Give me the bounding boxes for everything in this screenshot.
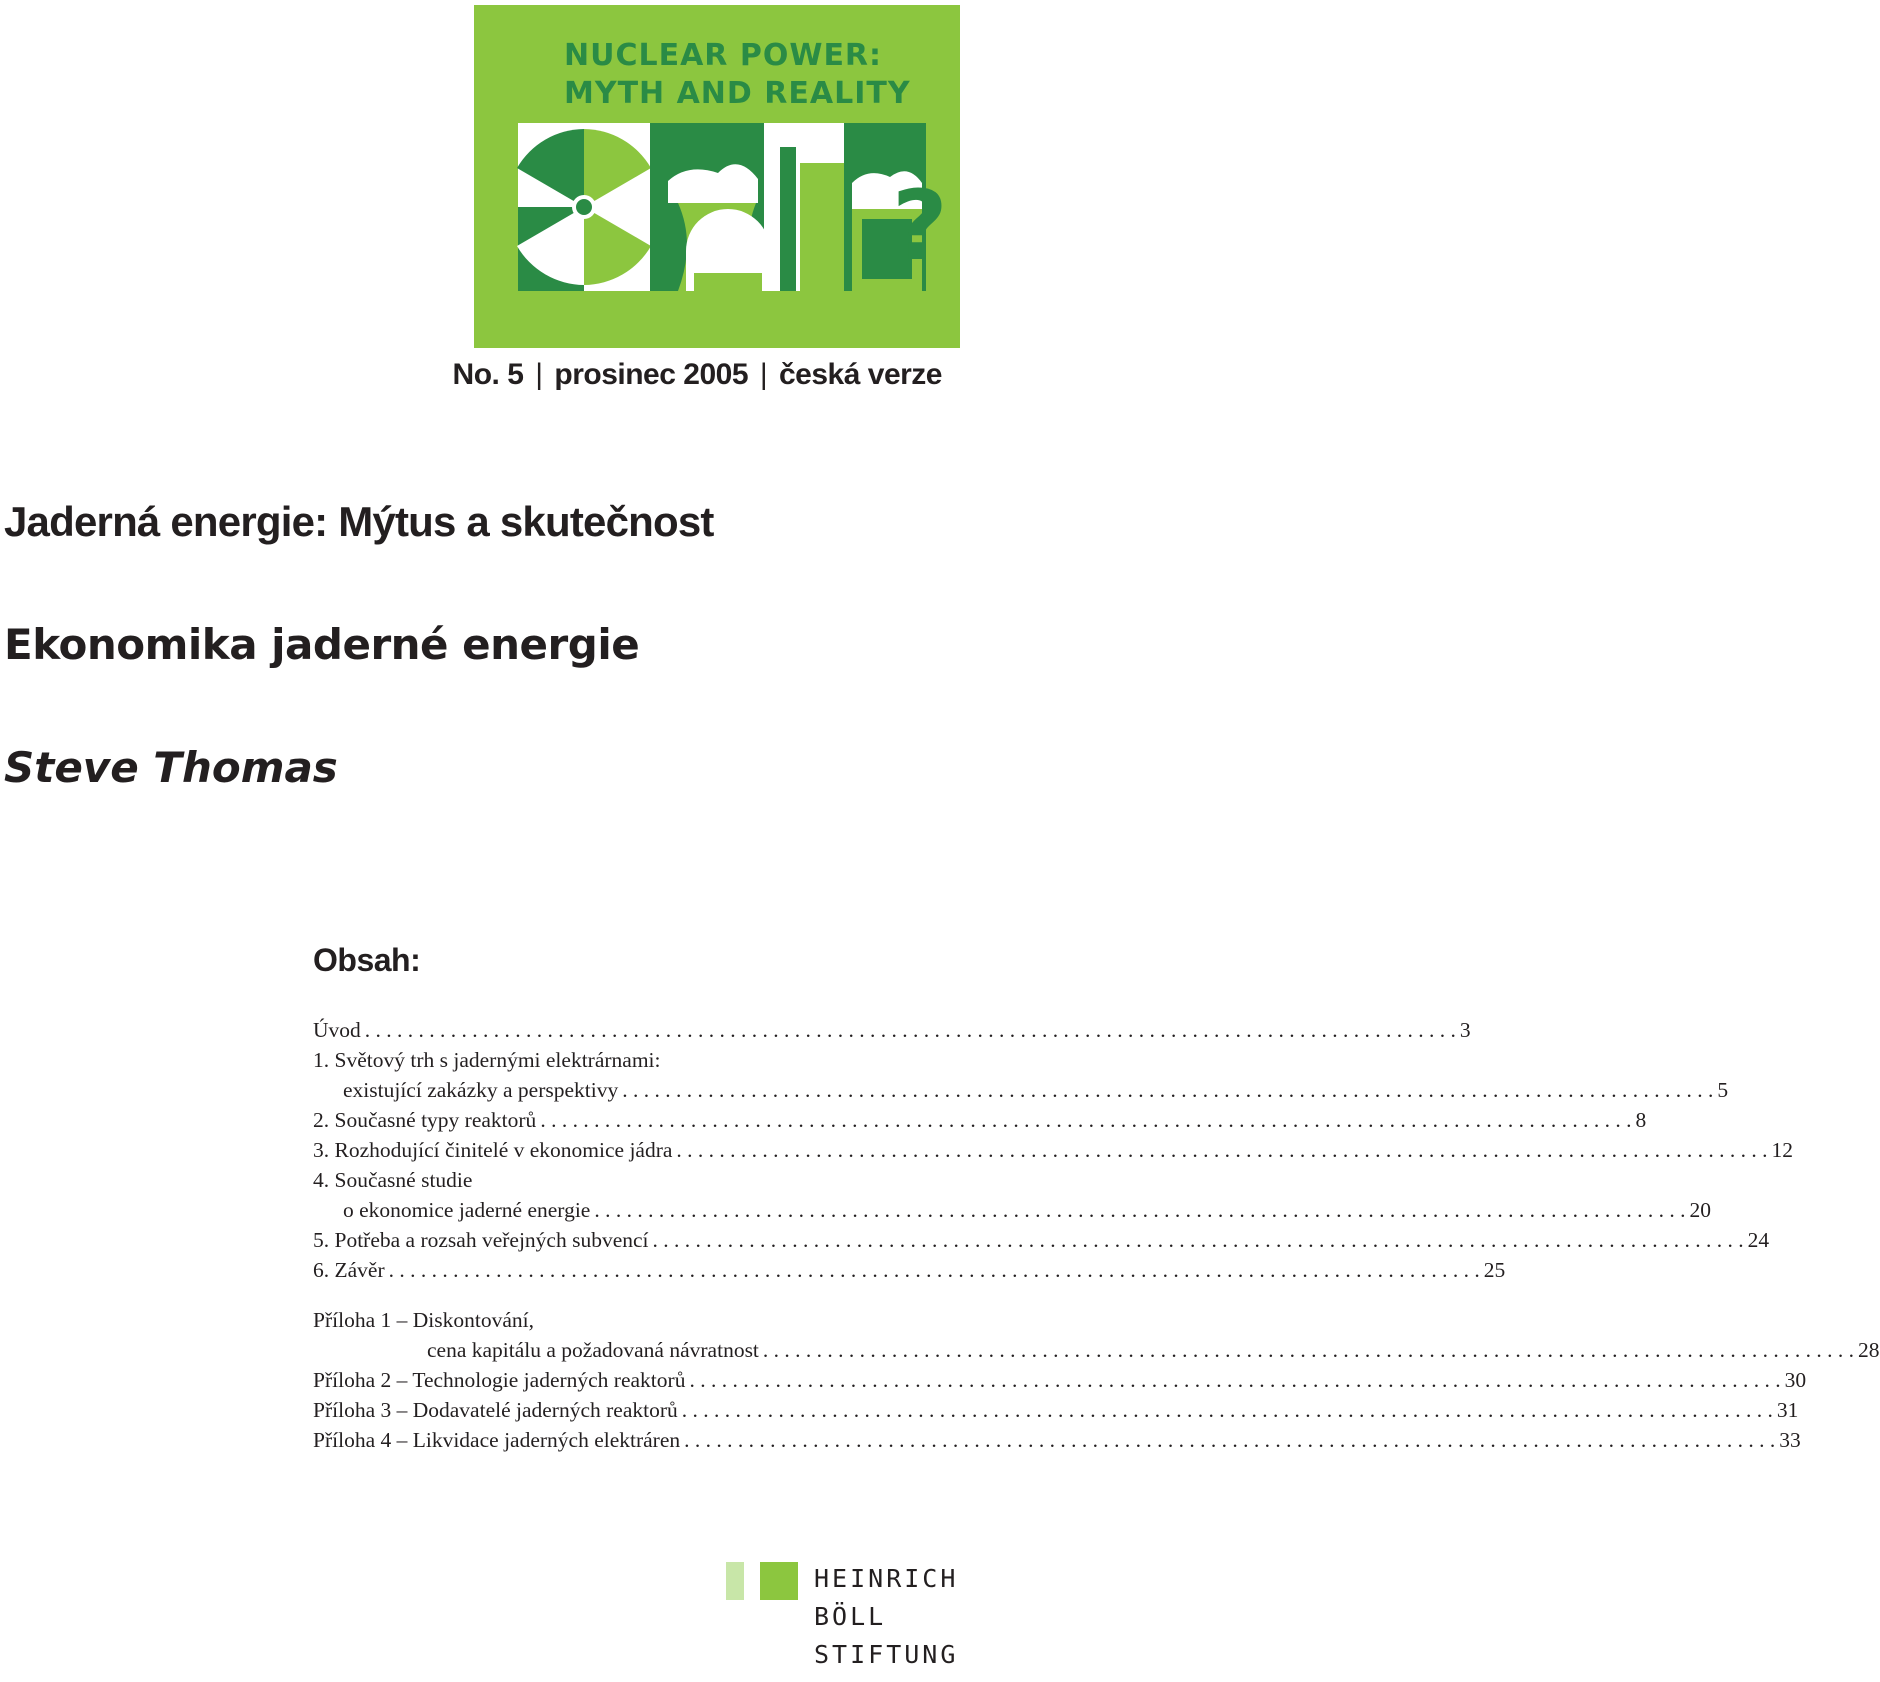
toc-page-number: 12: [1771, 1138, 1794, 1162]
toc-leader-dots: [649, 1225, 1748, 1255]
issue-edition: česká verze: [779, 358, 942, 391]
toc-entry-label: 6. Závěr: [313, 1258, 385, 1282]
toc-page-number: 28: [1858, 1338, 1880, 1362]
page-title: Ekonomika jaderné energie: [4, 620, 640, 669]
logo-squares-icon: [726, 1562, 798, 1600]
author-name: Steve Thomas: [4, 743, 338, 792]
toc-entry-label: Příloha 2 – Technologie jaderných reaktorů: [313, 1368, 686, 1392]
toc-entry[interactable]: [313, 1255, 1506, 1285]
toc-entry-label: 1. Světový trh s jadernými elektrárnami:: [313, 1048, 661, 1072]
toc-leader-dots: [680, 1425, 1779, 1455]
cover-title-line-2: MYTH AND REALITY: [564, 76, 911, 111]
toc-page-number: 24: [1747, 1228, 1770, 1252]
cover-title-line-1: NUCLEAR POWER:: [564, 38, 883, 73]
toc-entry-label: cena kapitálu a požadovaná návratnost: [427, 1338, 759, 1362]
toc-leader-dots: [361, 1015, 1460, 1045]
toc-entry[interactable]: [313, 1395, 1799, 1425]
toc-page-number: 5: [1717, 1078, 1729, 1102]
toc-page-number: 25: [1483, 1258, 1506, 1282]
toc-leader-dots: [536, 1105, 1635, 1135]
toc-leader-dots: [678, 1395, 1777, 1425]
series-title: Jaderná energie: Mýtus a skutečnost: [4, 498, 714, 545]
toc-entry[interactable]: [313, 1075, 1729, 1105]
cover-image: [474, 5, 960, 348]
foundation-name-line: HEINRICH: [814, 1564, 959, 1593]
foundation-name-line: STIFTUNG: [814, 1640, 959, 1669]
toc-page-number: 8: [1635, 1108, 1647, 1132]
toc-entry[interactable]: [313, 1015, 1471, 1045]
toc-leader-dots: [385, 1255, 1484, 1285]
issue-number: No. 5: [452, 358, 524, 391]
toc-entry[interactable]: [313, 1105, 1647, 1135]
toc-entry-label: o ekonomice jaderné energie: [343, 1198, 591, 1222]
toc-entry[interactable]: [313, 1425, 1801, 1455]
toc-entry-label: Úvod: [313, 1018, 361, 1042]
toc-entry[interactable]: [313, 1225, 1770, 1255]
toc-page-number: 30: [1784, 1368, 1807, 1392]
issue-separator: |: [535, 358, 543, 391]
foundation-logo: [726, 1560, 959, 1678]
toc-entry[interactable]: [313, 1045, 897, 1075]
toc-page-number: 33: [1779, 1428, 1801, 1452]
issue-separator: |: [759, 358, 768, 391]
toc-page-number: 20: [1689, 1198, 1711, 1222]
svg-text:?: ?: [892, 170, 948, 282]
question-mark-icon: [892, 170, 948, 282]
toc-entry-label: 4. Současné studie: [313, 1168, 473, 1192]
toc-entry[interactable]: [313, 1165, 897, 1195]
toc-entry[interactable]: [313, 1195, 1711, 1225]
toc-entry-label: 5. Potřeba a rozsah veřejných subvencí: [313, 1228, 649, 1252]
toc-leader-dots: [759, 1335, 1858, 1365]
toc-entry-label: Příloha 1 – Diskontování,: [313, 1308, 534, 1332]
foundation-name-line: BÖLL: [814, 1602, 887, 1631]
cover-illustration: [518, 123, 948, 291]
issue-line: [453, 358, 942, 392]
chimney-icon: [764, 123, 844, 291]
toc-entry[interactable]: [313, 1335, 1880, 1365]
radiation-symbol-icon: [517, 123, 651, 291]
toc-entry-label: 2. Současné typy reaktorů: [313, 1108, 537, 1132]
toc-entry[interactable]: [313, 1305, 897, 1335]
toc-entry-label: 3. Rozhodující činitelé v ekonomice jádra: [313, 1138, 673, 1162]
toc-heading: Obsah:: [313, 942, 421, 978]
foundation-name: [814, 1560, 958, 1674]
table-of-contents: [313, 1015, 1880, 1455]
toc-entry-label: existující zakázky a perspektivy: [343, 1078, 619, 1102]
toc-entry[interactable]: [313, 1365, 1807, 1395]
issue-date: prosinec 2005: [554, 358, 749, 391]
toc-leader-dots: [618, 1075, 1717, 1105]
toc-leader-dots: [685, 1365, 1784, 1395]
reactor-dome-icon: [686, 209, 770, 291]
toc-leader-dots: [590, 1195, 1689, 1225]
toc-page-number: 3: [1459, 1018, 1471, 1042]
toc-leader-dots: [672, 1135, 1771, 1165]
toc-page-number: 31: [1776, 1398, 1799, 1422]
toc-entry-label: Příloha 4 – Likvidace jaderných elektráren: [313, 1428, 681, 1452]
toc-entry-label: Příloha 3 – Dodavatelé jaderných reaktorů: [313, 1398, 678, 1422]
cover-title: [564, 37, 911, 113]
toc-entry[interactable]: [313, 1135, 1794, 1165]
